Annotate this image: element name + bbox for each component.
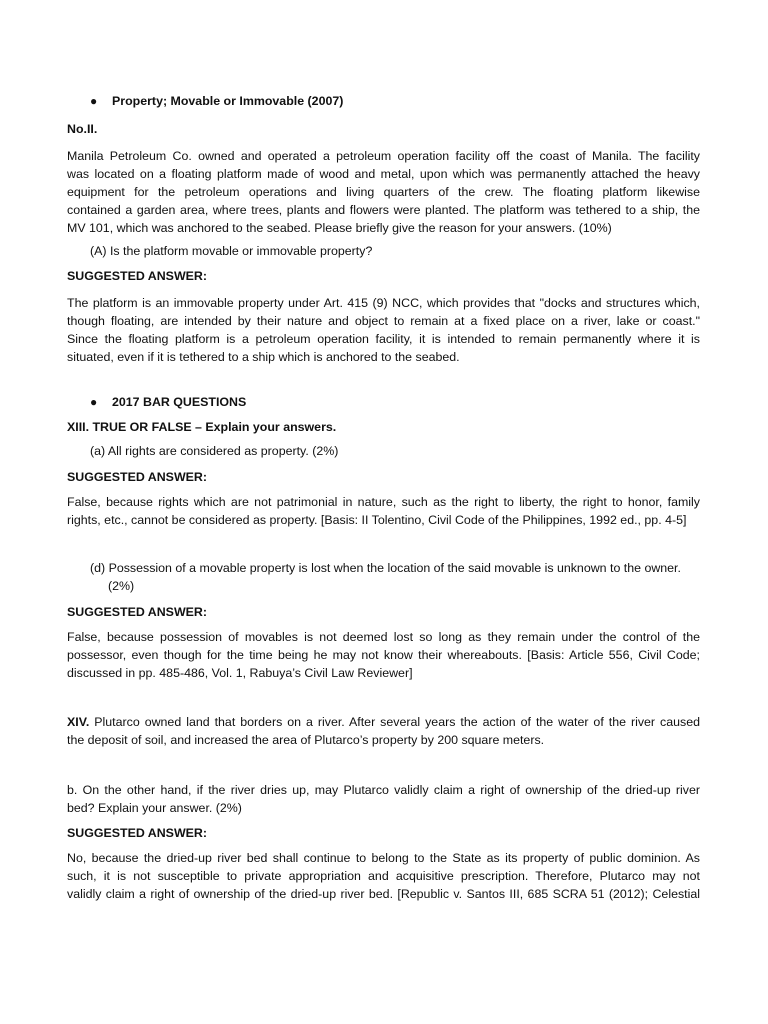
paragraph-line: MV 101, which was anchored to the seabed. Please briefly give the reason for your answers. (10%)	[67, 221, 612, 235]
sub-question: b. On the other hand, if the river dries up, may Plutarco validly claim a right of ownership of the dried-up river	[67, 783, 700, 797]
answer-line: possessor, even though for the time being he may not know their whereabouts. [Basis: Article 556, Civil Code;	[67, 648, 700, 662]
answer-line: discussed in pp. 485-486, Vol. 1, Rabuya’s Civil Law Reviewer]	[67, 666, 413, 680]
paragraph-line: equipment for the petroleum operations and living quarters of the crew. The floating platform likewise	[67, 185, 700, 199]
answer-line: rights, etc., cannot be considered as property. [Basis: II Tolentino, Civil Code of the Philippines, 1992 ed., pp. 4-5]	[67, 513, 687, 527]
sub-question: (A) Is the platform movable or immovable property?	[90, 244, 373, 258]
paragraph-line: Manila Petroleum Co. owned and operated a petroleum operation facility off the coast of Manila. The facility	[67, 149, 700, 163]
question-heading	[67, 714, 700, 731]
answer-line: validly claim a right of ownership of the dried-up river bed. [Republic v. Santos III, 685 SCRA 51 (2012); Celestial	[67, 887, 700, 901]
answer-line: Since the floating platform is a petroleum operation facility, it is intended to remain permanently where it is	[67, 332, 700, 346]
suggested-answer-label: SUGGESTED ANSWER:	[67, 269, 207, 283]
answer-line: False, because rights which are not patrimonial in nature, such as the right to liberty, the right to honor, family	[67, 495, 700, 509]
section-heading: Property; Movable or Immovable (2007)	[112, 94, 344, 108]
question-heading: XIII. TRUE OR FALSE – Explain your answers.	[67, 420, 337, 434]
bullet-icon: ●	[90, 94, 98, 108]
answer-line: such, it is not susceptible to private appropriation and acquisitive prescription. Therefore, Plutarco may not	[67, 869, 700, 883]
sub-question: (d) Possession of a movable property is lost when the location of the said movable is unknown to the owner.	[90, 561, 681, 575]
bullet-icon: ●	[90, 395, 98, 409]
sub-question: (a) All rights are considered as property. (2%)	[90, 444, 339, 458]
question-text: Plutarco owned land that borders on a river. After several years the action of the water of the river caused	[94, 715, 700, 729]
sub-question: bed? Explain your answer. (2%)	[67, 801, 242, 815]
question-number: XIV.	[67, 715, 90, 729]
sub-question: (2%)	[108, 579, 135, 593]
answer-line: The platform is an immovable property under Art. 415 (9) NCC, which provides that "docks and structures which,	[67, 296, 700, 310]
answer-line: No, because the dried-up river bed shall continue to belong to the State as its property of public dominion. As	[67, 851, 700, 865]
suggested-answer-label: SUGGESTED ANSWER:	[67, 470, 207, 484]
paragraph-line: was located on a floating platform made of wood and metal, upon which was permanently attached the heavy	[67, 167, 700, 181]
question-number: No.II.	[67, 122, 98, 136]
question-line: the deposit of soil, and increased the area of Plutarco’s property by 200 square meters.	[67, 733, 545, 747]
suggested-answer-label: SUGGESTED ANSWER:	[67, 826, 207, 840]
answer-line: situated, even if it is tethered to a ship which is anchored to the seabed.	[67, 350, 460, 364]
section-heading: 2017 BAR QUESTIONS	[112, 395, 247, 409]
answer-line: though floating, are intended by their nature and object to remain at a fixed place on a river, lake or coast."	[67, 314, 700, 328]
suggested-answer-label: SUGGESTED ANSWER:	[67, 605, 207, 619]
answer-line: False, because possession of movables is not deemed lost so long as they remain under the control of the	[67, 630, 700, 644]
paragraph-line: contained a garden area, where trees, plants and flowers were planted. The platform was tethered to a ship, the	[67, 203, 700, 217]
